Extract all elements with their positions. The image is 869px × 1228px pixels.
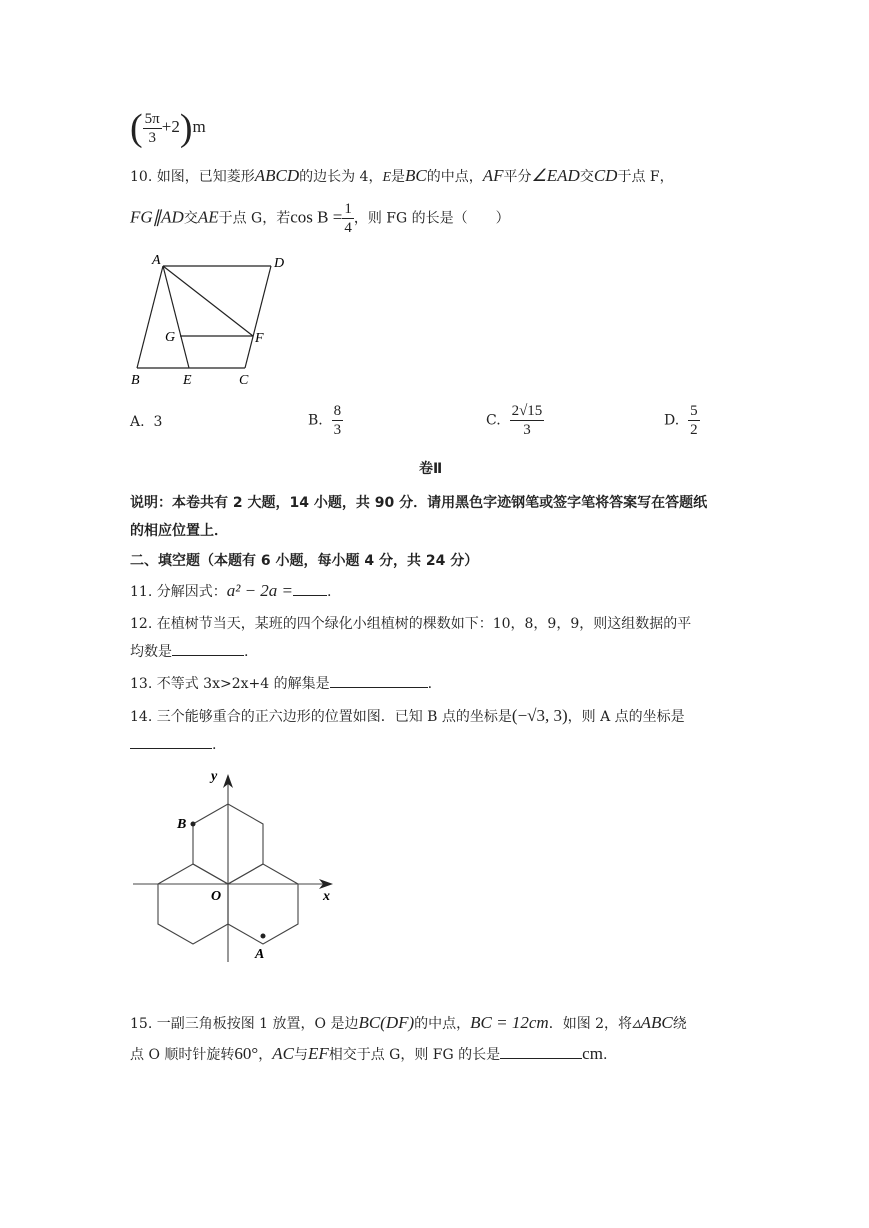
q10-option-d[interactable]: D. $\frac{5}{2}$ [664, 403, 698, 438]
segment-af [163, 266, 253, 336]
label-f: F [255, 331, 264, 346]
label-o: O [211, 889, 222, 904]
q11-answer-blank[interactable] [293, 583, 327, 596]
segment-ae [163, 266, 189, 368]
q10-option-a[interactable]: A. 3 [130, 414, 163, 430]
q15-answer-blank[interactable] [500, 1046, 582, 1059]
label-y: y [211, 769, 218, 784]
hexagon-bottom-left [158, 864, 228, 944]
q12-line2: 均数是 . [130, 644, 249, 660]
q14-line2: . [130, 736, 216, 753]
q15-line2: 点 O 顺时针旋转60°，AC与EF相交于点 G，则 FG 的长是 cm. [130, 1044, 608, 1063]
q10-rhombus-figure [125, 250, 295, 390]
edge-ba [137, 266, 163, 368]
q10-option-c[interactable]: C. $\frac{2√15}{3}$ [486, 403, 543, 438]
q14-hexagon-figure [125, 760, 345, 970]
point-b [191, 822, 196, 827]
section-note-line1: 说明：本卷共有 2 大题，14 小题，共 90 分．请用黑色字迹钢笔或签字笔将答案写在答题纸 [130, 495, 708, 511]
edge-dc [245, 266, 271, 368]
label-d: D [274, 256, 285, 271]
label-b: B [131, 373, 140, 388]
q9-answer-expression: ( $\frac{5\pi}{3}$ +2)m [130, 107, 206, 149]
q10-cos-fraction: $\frac{1}{4}$ [344, 201, 352, 236]
label-e: E [183, 373, 192, 388]
label-g: G [165, 330, 176, 345]
q10-option-b[interactable]: B. $\frac{8}{3}$ [308, 403, 342, 438]
q13: 13. 不等式 3x>2x+4 的解集是 . [130, 676, 433, 692]
label-a: A [152, 253, 161, 268]
q12-answer-blank[interactable] [172, 643, 244, 656]
section-heading: 二、填空题（本题有 6 小题，每小题 4 分，共 24 分） [130, 553, 479, 569]
q13-answer-blank[interactable] [330, 675, 428, 688]
section-title: 卷Ⅱ [419, 461, 443, 477]
q11: 11. 分解因式：a² − 2a = . [130, 581, 332, 600]
q14-line1: 14. 三个能够重合的正六边形的位置如图．已知 B 点的坐标是(−√3, 3)，则 A 点的坐标是 [130, 706, 685, 725]
section-note-line2: 的相应位置上． [130, 523, 228, 539]
q9-fraction: $\frac{5\pi}{3}$ [144, 110, 160, 146]
label-c: C [239, 373, 249, 388]
q14-answer-blank[interactable] [130, 736, 212, 749]
hexagon-bottom-right [228, 864, 298, 944]
q10-line1: 10. 如图，已知菱形ABCD的边长为 4，E是BC的中点，AF平分∠EAD交CD于点 F， [130, 166, 674, 185]
q10-line2: FG∥AD交AE于点 G，若cos B = $\frac{1}{4}$ ，则 FG 的长是（ ） [130, 201, 510, 236]
label-a: A [255, 947, 265, 962]
label-b: B [177, 817, 187, 832]
label-x: x [323, 889, 330, 904]
q15-line1: 15. 一副三角板按图 1 放置，O 是边BC(DF)的中点，BC = 12cm．如图 2，将▵ABC绕 [130, 1013, 687, 1032]
point-a [261, 934, 266, 939]
q12-line1: 12. 在植树节当天，某班的四个绿化小组植树的棵数如下：10，8，9，9，则这组数据的平 [130, 616, 692, 632]
